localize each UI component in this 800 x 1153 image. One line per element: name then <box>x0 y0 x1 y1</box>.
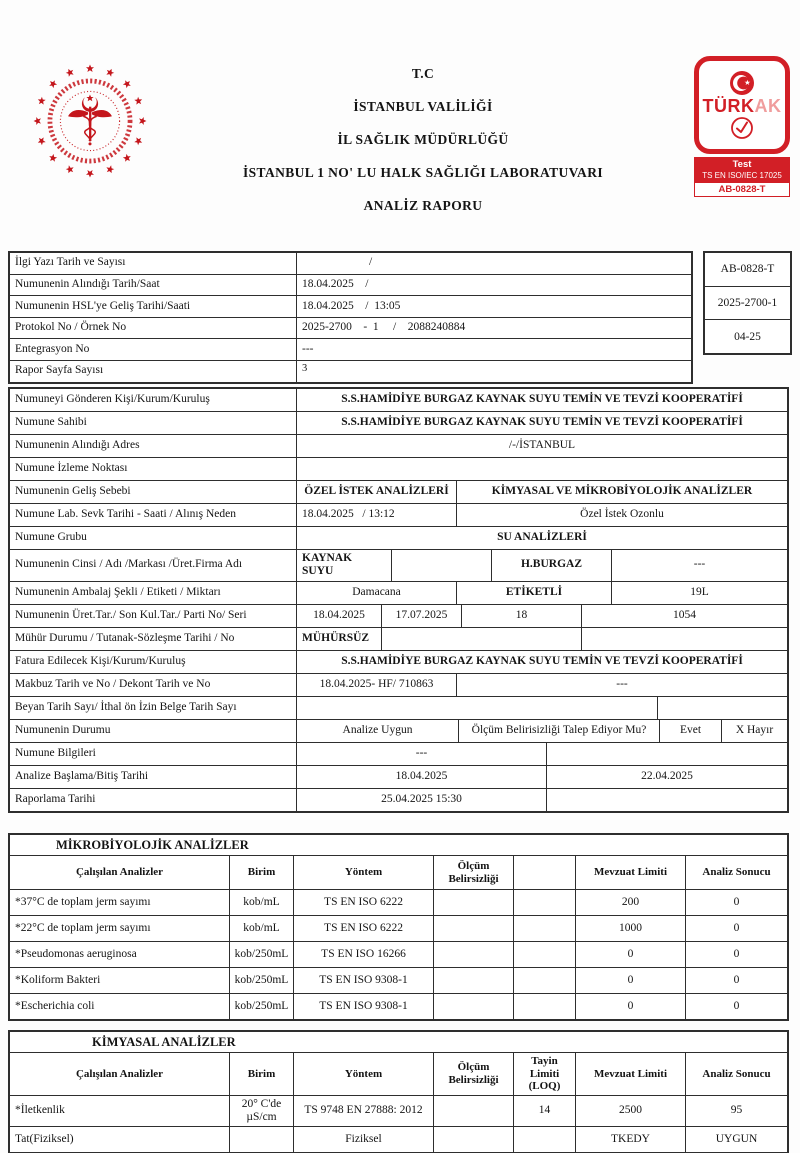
field-value <box>582 628 787 650</box>
unit-cell: kob/250mL <box>230 968 294 993</box>
title-valilik: İSTANBUL VALİLİĞİ <box>353 99 493 114</box>
title-tc: T.C <box>411 66 435 81</box>
analyte-cell: *22°C de toplam jerm sayımı <box>10 916 230 941</box>
top-info-table <box>8 251 693 384</box>
title-laboratuvar: İSTANBUL 1 NO' LU HALK SAĞLIĞI LABORATUVARI <box>242 165 604 180</box>
result-cell: 0 <box>733 895 740 908</box>
field-label: Numunenin Cinsi / Adı /Markası /Üret.Firma Adı <box>10 550 297 582</box>
field-value: 18.04.2025 / 13:05 <box>302 299 401 312</box>
row-entegrasyon-no <box>10 339 691 361</box>
field-value: 18.04.2025 / <box>302 277 369 290</box>
field-value <box>382 628 582 650</box>
ref-period: 04-25 <box>734 330 761 343</box>
analyte-cell: *Koliform Bakteri <box>10 968 230 993</box>
limit-cell: 2500 <box>576 1096 686 1126</box>
field-value: --- <box>302 342 314 355</box>
method-cell: TS 9748 EN 27888: 2012 <box>294 1096 434 1126</box>
analyte-cell: *Escherichia coli <box>10 994 230 1019</box>
table-row <box>10 968 787 994</box>
field-label: Mühür Durumu / Tutanak-Sözleşme Tarihi / No <box>10 628 297 650</box>
limit-cell: 0 <box>576 968 686 993</box>
method-cell: TS EN ISO 16266 <box>294 942 434 967</box>
field-value: 18.04.2025 / 13:12 <box>297 504 457 526</box>
field-value: Damacana <box>297 582 457 604</box>
field-label: Protokol No / Örnek No <box>10 318 297 339</box>
title-mudurluk: İL SAĞLIK MÜDÜRLÜĞÜ <box>337 132 509 147</box>
field-value: 17.07.2025 <box>382 605 462 627</box>
field-value <box>392 550 492 582</box>
uncertainty-cell <box>434 968 514 993</box>
field-label: Numunenin Durumu <box>10 720 297 742</box>
report-titles <box>156 56 690 231</box>
row-ambalaj <box>10 582 787 605</box>
ref-protocol: 2025-2700-1 <box>705 287 790 321</box>
field-label: Raporlama Tarihi <box>10 789 297 811</box>
field-value: S.S.HAMİDİYE BURGAZ KAYNAK SUYU TEMİN VE TEVZİ KOOPERATİFİ <box>341 655 743 668</box>
method-cell: TS EN ISO 9308-1 <box>294 968 434 993</box>
field-value: S.S.HAMİDİYE BURGAZ KAYNAK SUYU TEMİN VE TEVZİ KOOPERATİFİ <box>341 392 743 405</box>
field-label: Numuneyi Gönderen Kişi/Kurum/Kuruluş <box>10 389 297 411</box>
table-row <box>10 916 787 942</box>
field-value: / <box>369 256 373 269</box>
field-label: Numune Sahibi <box>10 412 297 434</box>
top-info-section <box>8 251 789 384</box>
checkmark-icon <box>730 116 754 140</box>
unit-cell <box>230 1127 294 1152</box>
row-adres <box>10 435 787 458</box>
microbiology-table <box>8 833 789 1021</box>
method-cell: TS EN ISO 6222 <box>294 890 434 915</box>
col-header: Birim <box>230 856 294 889</box>
field-value: --- <box>693 558 706 571</box>
row-baslama-bitis <box>10 766 787 789</box>
field-label: Numune Bilgileri <box>10 743 297 765</box>
field-label: Numune Lab. Sevk Tarihi - Saati / Alınış Neden <box>10 504 297 526</box>
row-durumu <box>10 720 787 743</box>
field-value: H.BURGAZ <box>492 550 612 582</box>
field-value: /-/İSTANBUL <box>508 438 576 451</box>
reference-box <box>703 251 792 355</box>
row-beyan <box>10 697 787 720</box>
row-fatura <box>10 651 787 674</box>
method-cell: Fiziksel <box>294 1127 434 1152</box>
row-cinsi <box>10 550 787 583</box>
analyte-cell: Tat(Fiziksel) <box>10 1127 230 1152</box>
row-ilgi-yazi <box>10 253 691 275</box>
uncertainty-cell <box>434 890 514 915</box>
result-cell: UYGUN <box>715 1132 758 1145</box>
row-raporlama <box>10 789 787 811</box>
method-cell: TS EN ISO 6222 <box>294 916 434 941</box>
field-value: Ölçüm Belirisizliği Talep Ediyor Mu? <box>459 720 660 742</box>
field-label: Rapor Sayfa Sayısı <box>10 361 297 382</box>
col-header: Yöntem <box>294 1053 434 1095</box>
field-value: Analize Uygun <box>297 720 459 742</box>
field-value <box>547 789 787 811</box>
limit-cell: 0 <box>576 994 686 1019</box>
field-value: ÖZEL İSTEK ANALİZLERİ <box>297 481 457 503</box>
field-value: 18.04.2025 <box>297 766 547 788</box>
row-muhur <box>10 628 787 651</box>
turkak-accreditation-badge <box>690 56 794 197</box>
section-title: KİMYASAL ANALİZLER <box>92 1034 236 1049</box>
turkak-accreditation-number: AB-0828-T <box>694 182 790 197</box>
result-cell: 0 <box>733 999 740 1012</box>
field-label: Makbuz Tarih ve No / Dekont Tarih ve No <box>10 674 297 696</box>
ministry-logo-icon <box>28 56 156 191</box>
row-gonderen <box>10 389 787 412</box>
row-lab-sevk <box>10 504 787 527</box>
limit-cell: TKEDY <box>576 1127 686 1152</box>
tc-saglik-bakanligi-emblem-icon <box>28 56 152 186</box>
table-row <box>10 1127 787 1152</box>
row-sayfa-sayisi <box>10 361 691 382</box>
table-row <box>10 994 787 1019</box>
field-value: 3 <box>302 362 308 374</box>
field-value: 22.04.2025 <box>641 770 693 783</box>
col-header: Tayin Limiti (LOQ) <box>514 1053 576 1095</box>
field-label: Fatura Edilecek Kişi/Kurum/Kuruluş <box>10 651 297 673</box>
field-label: Beyan Tarih Sayı/ İthal ön İzin Belge Tarih Sayı <box>10 697 297 719</box>
crescent-star-icon <box>729 70 755 96</box>
field-value <box>297 458 787 480</box>
analyte-cell: *Pseudomonas aeruginosa <box>10 942 230 967</box>
title-rapor: ANALİZ RAPORU <box>363 198 483 213</box>
col-header: Çalışılan Analizler <box>10 856 230 889</box>
limit-cell: 200 <box>576 890 686 915</box>
field-value: 18.04.2025 <box>297 605 382 627</box>
field-value: 25.04.2025 15:30 <box>297 789 547 811</box>
field-label: Numune Grubu <box>10 527 297 549</box>
col-header: Ölçüm Belirsizliği <box>434 856 514 889</box>
section-title: MİKROBİYOLOJİK ANALİZLER <box>56 837 249 852</box>
loq-cell <box>514 916 576 941</box>
field-value <box>658 697 787 719</box>
method-cell: TS EN ISO 9308-1 <box>294 994 434 1019</box>
uncertainty-cell <box>434 1127 514 1152</box>
field-value: Özel İstek Ozonlu <box>580 507 664 520</box>
field-value: 18 <box>462 605 582 627</box>
col-header: Yöntem <box>294 856 434 889</box>
field-value: MÜHÜRSÜZ <box>297 628 382 650</box>
col-header: Ölçüm Belirsizliği <box>434 1053 514 1095</box>
result-cell: 0 <box>733 947 740 960</box>
result-cell: 0 <box>733 921 740 934</box>
chemical-table <box>8 1030 789 1153</box>
chemical-title-row <box>10 1032 787 1053</box>
col-header: Analiz Sonucu <box>702 866 771 879</box>
field-label: Numunenin Alındığı Adres <box>10 435 297 457</box>
unit-cell: kob/250mL <box>230 994 294 1019</box>
field-label: İlgi Yazı Tarih ve Sayısı <box>10 253 297 274</box>
analyte-cell: *37°C de toplam jerm sayımı <box>10 890 230 915</box>
field-label: Numune İzleme Noktası <box>10 458 297 480</box>
uncertainty-cell <box>434 1096 514 1126</box>
field-value <box>297 697 658 719</box>
field-value: --- <box>616 678 628 691</box>
field-label: Numunenin Üret.Tar./ Son Kul.Tar./ Parti No/ Seri <box>10 605 297 627</box>
col-header: Mevzuat Limiti <box>576 1053 686 1095</box>
unit-cell: kob/250mL <box>230 942 294 967</box>
field-value: 1054 <box>673 609 696 622</box>
col-header: Birim <box>230 1053 294 1095</box>
field-value: SU ANALİZLERİ <box>497 530 587 543</box>
field-value: KİMYASAL VE MİKROBİYOLOJİK ANALİZLER <box>491 484 753 497</box>
row-izleme <box>10 458 787 481</box>
col-header: Çalışılan Analizler <box>10 1053 230 1095</box>
field-value-evet: Evet <box>660 720 722 742</box>
field-label: Entegrasyon No <box>10 339 297 360</box>
turkak-scope-band: Test TS EN ISO/IEC 17025 <box>694 157 790 182</box>
chemical-header-row <box>10 1053 787 1096</box>
row-protokol-no <box>10 318 691 340</box>
uncertainty-cell <box>434 994 514 1019</box>
field-value: S.S.HAMİDİYE BURGAZ KAYNAK SUYU TEMİN VE TEVZİ KOOPERATİFİ <box>341 415 743 428</box>
field-value: 19L <box>690 586 709 599</box>
result-cell: 0 <box>733 973 740 986</box>
field-value: 2025-2700 - 1 / 2088240884 <box>302 321 466 334</box>
row-gelis-sebebi <box>10 481 787 504</box>
row-uret-tar <box>10 605 787 628</box>
row-bilgileri <box>10 743 787 766</box>
unit-cell: 20° C'de µS/cm <box>230 1096 294 1126</box>
field-label: Analize Başlama/Bitiş Tarihi <box>10 766 297 788</box>
row-grubu <box>10 527 787 550</box>
field-value: ETİKETLİ <box>457 582 612 604</box>
field-value: 18.04.2025- HF/ 710863 <box>297 674 457 696</box>
field-value <box>547 743 787 765</box>
turkak-logo <box>694 56 790 154</box>
field-label: Numunenin Ambalaj Şekli / Etiketi / Miktarı <box>10 582 297 604</box>
field-value-hayir: X Hayır <box>735 724 774 737</box>
table-row <box>10 1096 787 1127</box>
col-header: Mevzuat Limiti <box>576 856 686 889</box>
loq-cell <box>514 890 576 915</box>
field-label: Numunenin Geliş Sebebi <box>10 481 297 503</box>
uncertainty-cell <box>434 942 514 967</box>
limit-cell: 0 <box>576 942 686 967</box>
loq-cell <box>514 942 576 967</box>
loq-cell <box>514 1127 576 1152</box>
ref-accreditation: AB-0828-T <box>705 253 790 287</box>
microbiology-header-row <box>10 856 787 890</box>
report-header <box>0 0 800 231</box>
unit-cell: kob/mL <box>230 916 294 941</box>
row-makbuz <box>10 674 787 697</box>
row-alindigi-tarih <box>10 275 691 297</box>
limit-cell: 1000 <box>576 916 686 941</box>
field-label: Numunenin HSL'ye Geliş Tarihi/Saati <box>10 296 297 317</box>
field-value: KAYNAK SUYU <box>297 550 392 582</box>
field-value: --- <box>297 743 547 765</box>
col-header: Analiz Sonucu <box>702 1067 771 1080</box>
unit-cell: kob/mL <box>230 890 294 915</box>
row-sahibi <box>10 412 787 435</box>
sample-details-table <box>8 387 789 814</box>
analyte-cell: *İletkenlik <box>10 1096 230 1126</box>
table-row <box>10 890 787 916</box>
col-header <box>514 856 576 889</box>
microbiology-title-row <box>10 835 787 856</box>
table-row <box>10 942 787 968</box>
turkak-wordmark: TÜRKAK <box>702 96 782 116</box>
loq-cell <box>514 994 576 1019</box>
row-hsl-gelis <box>10 296 691 318</box>
loq-cell <box>514 968 576 993</box>
uncertainty-cell <box>434 916 514 941</box>
field-label: Numunenin Alındığı Tarih/Saat <box>10 275 297 296</box>
result-cell: 95 <box>730 1104 743 1117</box>
loq-cell: 14 <box>514 1096 576 1126</box>
